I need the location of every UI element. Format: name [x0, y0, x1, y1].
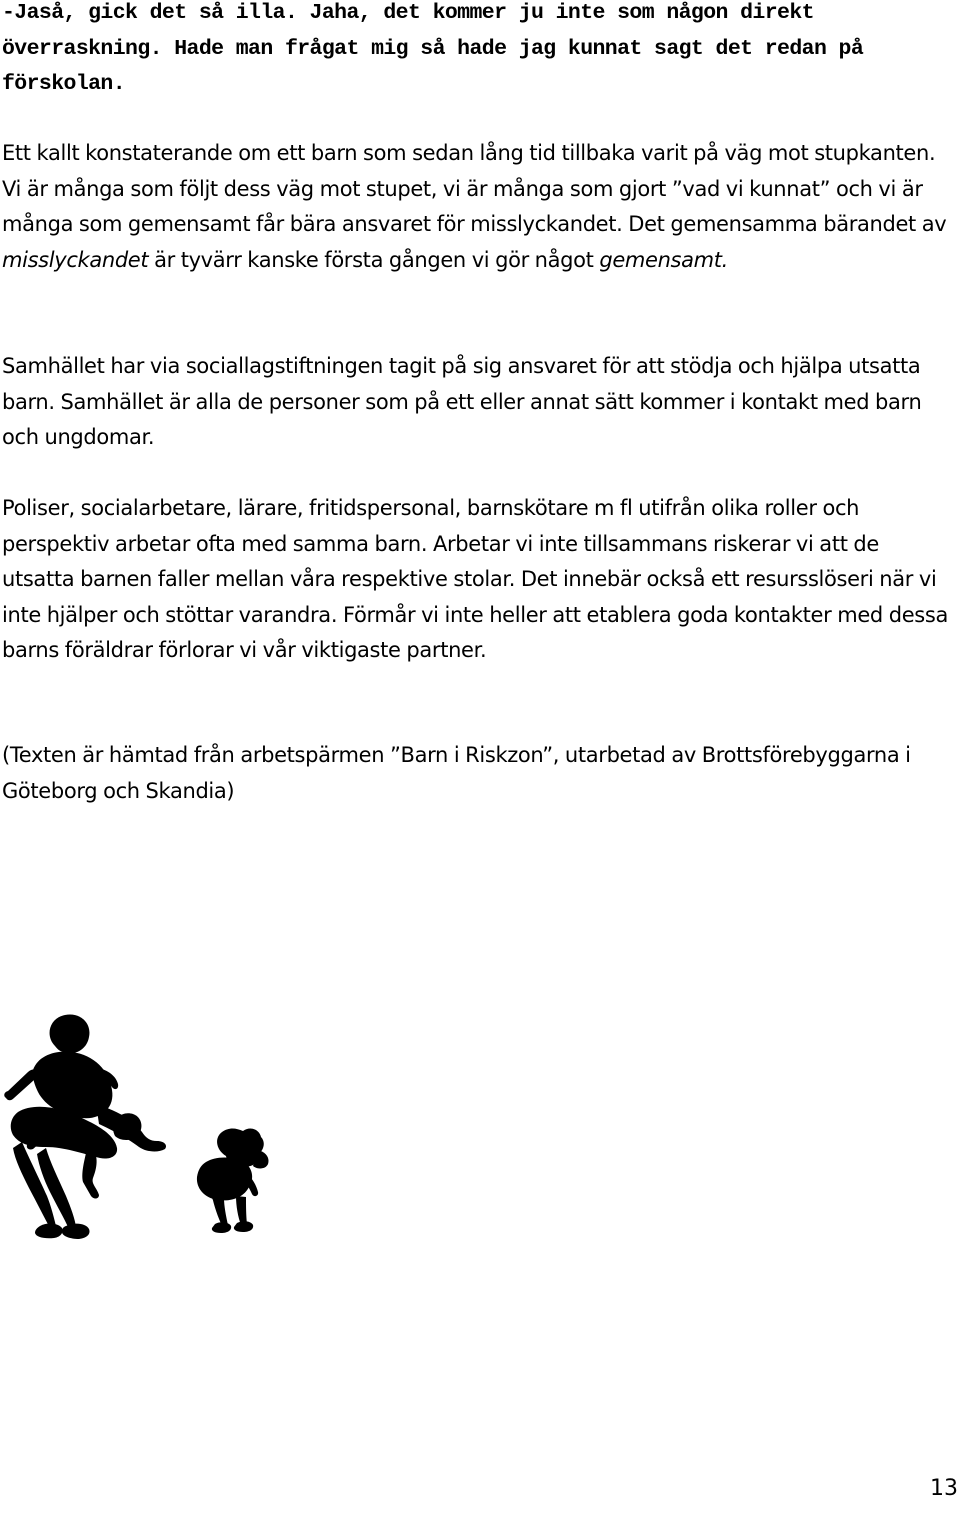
page-number: 13	[930, 1476, 958, 1501]
paragraph-text: -Jaså, gick det så illa. Jaha, det kommer ju inte som någon direkt överraskning. Hade man frågat mig så hade jag kunnat sagt det redan på förskolan.	[2, 1, 864, 97]
paragraph-text: är tyvärr kanske första gången vi gör något	[148, 247, 600, 272]
emphasis-text: misslyckandet	[2, 247, 149, 272]
paragraph-text: Ett kallt konstaterande om ett barn som sedan lång tid tillbaka varit på väg mot stupkanten. Vi är många som följt dess väg mot stupet, vi är många som gjort ”vad vi kunnat” och vi är många som gemensamt får bära ansvaret för misslyckandet. Det gemensamma bärandet av	[2, 141, 947, 237]
paragraph-text: Samhället har via sociallagstiftningen tagit på sig ansvaret för att stödja och hjälpa utsatta barn. Samhället är alla de personer som på ett eller annat sätt kommer i kontakt med barn och ungdomar.	[2, 354, 922, 450]
paragraph-observation	[2, 136, 952, 278]
paragraph-text: Poliser, socialarbetare, lärare, fritidspersonal, barnskötare m fl utifrån olika roller och perspektiv arbetar ofta med samma barn. Arbetar vi inte tillsammans riskerar vi att de utsatta barnen faller mellan våra respektive stolar. Det innebär också ett resursslöseri när vi inte hjälper och stöttar varandra. Förmår vi inte heller att etablera goda kontakter med dessa barns föräldrar förlorar vi vår viktigaste partner.	[2, 496, 948, 663]
paragraph-source-note	[2, 738, 952, 809]
paragraph-quote	[2, 0, 952, 103]
paragraph-society	[2, 349, 952, 456]
paragraph-cooperation	[2, 491, 952, 669]
children-playing-leapfrog-silhouette-icon	[0, 1010, 300, 1245]
emphasis-text: gemensamt.	[599, 247, 728, 272]
paragraph-text: (Texten är hämtad från arbetspärmen ”Barn i Riskzon”, utarbetad av Brottsförebyggarna i Göteborg och Skandia)	[2, 743, 911, 803]
